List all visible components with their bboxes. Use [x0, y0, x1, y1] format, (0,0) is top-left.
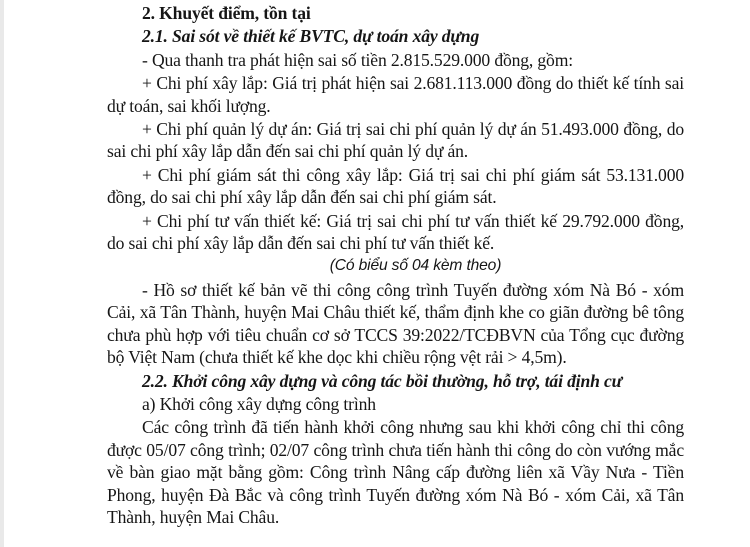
cost-item-construction: + Chi phí xây lắp: Giá trị phát hiện sai 2.681.113.000 đồng do thiết kế tính sai dự toán, sai khối lượng.	[107, 73, 684, 116]
scan-edge-strip	[0, 0, 4, 547]
subsection-2-1-heading: 2.1. Sai sót về thiết kế BVTC, dự toán xây dựng	[142, 26, 480, 47]
appendix-note: (Có biểu số 04 kèm theo)	[329, 257, 502, 275]
design-issue-paragraph: - Hồ sơ thiết kế bản vẽ thi công công trình Tuyến đường xóm Nà Bó - xóm Cải, xã Tân Thành, huyện Mai Châu thiết kế, thẩm định khe co giãn đường bê tông chưa phù hợp với tiêu chuẩn cơ sở TCCS 39:2022/TCĐBVN của Tổng cục đường bộ Việt Nam (chưa thiết kế khe dọc khi chiều rộng vệt rải > 4,5m).	[107, 279, 684, 368]
subsection-2-2-heading: 2.2. Khởi công xây dựng và công tác bồi thường, hỗ trợ, tái định cư	[142, 370, 623, 391]
document-page	[107, 2, 684, 528]
inspection-summary: - Qua thanh tra phát hiện sai số tiền 2.815.529.000 đồng, gồm:	[142, 49, 573, 70]
section-title: 2. Khuyết điểm, tồn tại	[142, 3, 311, 23]
cost-item-design-consulting: + Chi phí tư vấn thiết kế: Giá trị sai chi phí tư vấn thiết kế 29.792.000 đồng, do sai chi phí xây lắp dẫn đến sai chi phí tư vấn thiết kế.	[107, 210, 684, 254]
cost-item-project-management: + Chi phí quản lý dự án: Giá trị sai chi phí quản lý dự án 51.493.000 đồng, do sai chi phí xây lắp dẫn đến sai chi phí quản lý dự án.	[107, 119, 684, 162]
cost-item-supervision: + Chi phí giám sát thi công xây lắp: Giá trị sai chi phí giám sát 53.131.000 đồng, do sai chi phí xây lắp dẫn đến sai chi phí giám sát.	[107, 164, 684, 208]
item-a-body: Các công trình đã tiến hành khởi công nhưng sau khi khởi công chỉ thi công được 05/07 công trình; 02/07 công trình chưa tiến hành thi công do còn vướng mắc về bàn giao mặt bằng gồm: Công trình Nâng cấp đường liên xã Vầy Nưa - Tiền Phong, huyện Đà Bắc và công trình Tuyến đường xóm Nà Bó - xóm Cải, xã Tân Thành, huyện Mai Châu.	[107, 417, 684, 527]
item-a-heading: a) Khởi công xây dựng công trình	[142, 393, 376, 414]
